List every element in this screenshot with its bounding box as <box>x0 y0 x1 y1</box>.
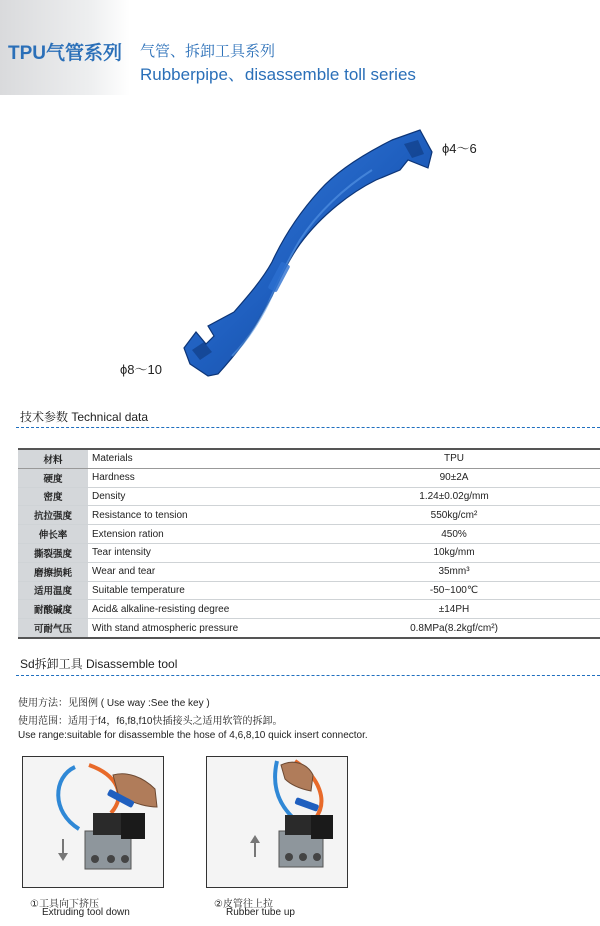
step-1-caption-en: Extruding tool down <box>42 907 130 918</box>
tech-row-value: 90±2A <box>308 468 600 487</box>
usage-range-cn: 使用范围：适用于f4，f6,f8,f10快插接头之适用软管的拆卸。 <box>18 716 283 727</box>
step-1-caption-cn: ①工具向下挤压 <box>30 899 99 910</box>
brand-title: TPU气管系列 <box>8 43 123 64</box>
tech-row-cn-label: 磨擦损耗 <box>18 562 88 581</box>
step-2-caption-en: Rubber tube up <box>226 907 295 918</box>
tech-row-en-label: Extension ration <box>88 525 308 544</box>
rubber-tube-up-photo <box>207 757 347 887</box>
tech-row-value: TPU <box>308 449 600 468</box>
tech-row-cn-label: 耐酸碱度 <box>18 600 88 619</box>
tech-row-value: ±14PH <box>308 600 600 619</box>
tech-row <box>18 468 600 487</box>
tech-row-cn-label: 伸长率 <box>18 525 88 544</box>
tech-row-en-label: Density <box>88 487 308 506</box>
tech-row <box>18 619 600 638</box>
extruding-tool-photo <box>23 757 163 887</box>
tech-row-en-label: With stand atmospheric pressure <box>88 619 308 638</box>
tech-row-en-label: Resistance to tension <box>88 506 308 525</box>
tech-row-value: 1.24±0.02g/mm <box>308 487 600 506</box>
tech-row-value: -50~100℃ <box>308 581 600 600</box>
tech-row-en-label: Materials <box>88 449 308 468</box>
tech-table <box>18 448 600 639</box>
tech-row-cn-label: 适用温度 <box>18 581 88 600</box>
product-illustration <box>0 95 600 395</box>
tech-row-cn-label: 可耐气压 <box>18 619 88 638</box>
tech-row-cn-label: 材料 <box>18 449 88 468</box>
tech-heading-rule <box>16 427 600 428</box>
tech-row-value: 550kg/cm² <box>308 506 600 525</box>
size-label-small: ϕ4～6 <box>442 141 477 156</box>
tech-row <box>18 543 600 562</box>
tech-row <box>18 525 600 544</box>
tech-row-cn-label: 抗拉强度 <box>18 506 88 525</box>
tool-heading-rule <box>16 675 600 676</box>
tech-row-value: 35mm³ <box>308 562 600 581</box>
tech-row-en-label: Wear and tear <box>88 562 308 581</box>
tech-row <box>18 562 600 581</box>
tech-row-value: 450% <box>308 525 600 544</box>
tech-heading: 技术参数 Technical data <box>20 410 149 424</box>
series-title-en: Rubberpipe、disassemble toll series <box>140 65 416 84</box>
tool-heading: Sd拆卸工具 Disassemble tool <box>20 657 178 671</box>
tech-row-en-label: Tear intensity <box>88 543 308 562</box>
usage-range-en: Use range:suitable for disassemble the hose of 4,6,8,10 quick insert connector. <box>18 730 368 741</box>
tech-row <box>18 600 600 619</box>
tech-row-en-label: Suitable temperature <box>88 581 308 600</box>
tech-row-value: 10kg/mm <box>308 543 600 562</box>
usage-way: 使用方法：见图例 ( Use way :See the key ) <box>18 698 210 709</box>
tech-row <box>18 581 600 600</box>
disassemble-tool-image <box>0 95 600 395</box>
tech-row-en-label: Hardness <box>88 468 308 487</box>
tech-row-cn-label: 撕裂强度 <box>18 543 88 562</box>
step-photo-1 <box>22 756 164 888</box>
page-header <box>0 0 600 95</box>
tech-row <box>18 449 600 468</box>
tech-row-value: 0.8MPa(8.2kgf/cm²) <box>308 619 600 638</box>
tech-row-cn-label: 硬度 <box>18 468 88 487</box>
step-2-caption-cn: ②皮管往上拉 <box>214 899 273 910</box>
tech-row <box>18 487 600 506</box>
tech-row-cn-label: 密度 <box>18 487 88 506</box>
step-photo-2 <box>206 756 348 888</box>
series-title-cn: 气管、拆卸工具系列 <box>140 43 276 60</box>
tech-row-en-label: Acid& alkaline-resisting degree <box>88 600 308 619</box>
tech-row <box>18 506 600 525</box>
size-label-large: ϕ8～10 <box>120 362 162 377</box>
